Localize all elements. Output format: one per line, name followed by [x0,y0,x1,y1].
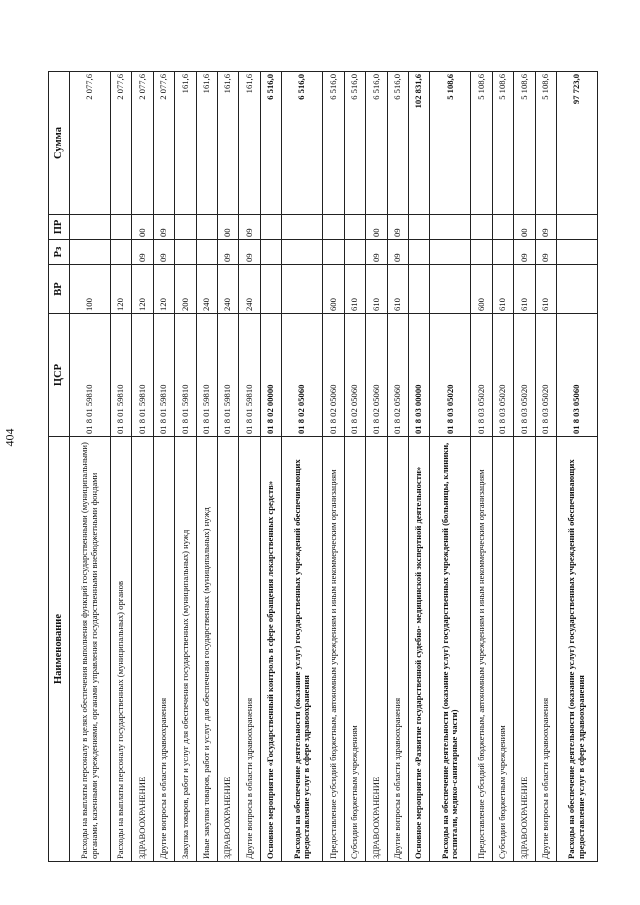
cell-vr: 610 [366,265,387,314]
cell-pr [557,215,598,240]
cell-name: ЗДРАВООХРАНЕНИЕ [218,437,239,862]
cell-pr [344,215,365,240]
cell-vr [408,265,429,314]
header-sum: Сумма [49,72,70,215]
cell-name: Другие вопросы в области здравоохранения [153,437,174,862]
table-row [70,72,111,862]
page-number-text: 404 [2,428,17,447]
budget-table [48,71,598,862]
cell-sum: 5 108,6 [535,72,556,215]
cell-pr [282,215,323,240]
cell-pr: 00 [514,215,535,240]
cell-name: Расходы на обеспечение деятельности (оказание услуг) государственных учреждений обеспечивающих предоставление услуг в сфере здравоохранения [282,437,323,862]
cell-vr: 240 [218,265,239,314]
cell-vr: 240 [196,265,217,314]
table-row [260,72,281,862]
table-row [535,72,556,862]
cell-vr: 120 [153,265,174,314]
cell-pr: 09 [387,215,408,240]
cell-vr: 610 [387,265,408,314]
cell-name: Предоставление субсидий бюджетным, автономным учреждениям и иным некоммерческим организациям [471,437,492,862]
cell-csr: 01 8 03 05020 [492,314,513,437]
table-row [323,72,344,862]
cell-rz [430,240,471,265]
cell-sum: 161,6 [196,72,217,215]
cell-sum: 6 516,0 [387,72,408,215]
cell-csr: 01 8 02 00000 [260,314,281,437]
cell-vr: 200 [175,265,196,314]
cell-rz: 09 [218,240,239,265]
cell-sum: 6 516,0 [260,72,281,215]
cell-rz: 09 [514,240,535,265]
cell-sum: 5 108,6 [471,72,492,215]
cell-sum: 97 723,0 [557,72,598,215]
cell-csr: 01 8 01 59810 [153,314,174,437]
cell-pr [260,215,281,240]
cell-rz [471,240,492,265]
cell-csr: 01 8 03 05020 [471,314,492,437]
table-row [492,72,513,862]
table-row [239,72,260,862]
cell-sum: 5 108,6 [514,72,535,215]
cell-pr: 00 [366,215,387,240]
cell-rz [492,240,513,265]
cell-sum: 161,6 [175,72,196,215]
cell-vr: 610 [344,265,365,314]
cell-rz: 09 [366,240,387,265]
cell-rz [70,240,111,265]
cell-csr: 01 8 02 05060 [366,314,387,437]
table-row [366,72,387,862]
cell-csr: 01 8 03 05020 [430,314,471,437]
table-header-row [49,72,70,862]
cell-name: Основное мероприятие «Государственный контроль в сфере обращения лекарственных средств» [260,437,281,862]
cell-sum: 102 831,6 [408,72,429,215]
cell-csr: 01 8 01 59810 [218,314,239,437]
cell-pr [430,215,471,240]
cell-csr: 01 8 01 59810 [110,314,131,437]
table-row [430,72,471,862]
table-row [153,72,174,862]
cell-pr: 00 [132,215,153,240]
cell-name: ЗДРАВООХРАНЕНИЕ [132,437,153,862]
cell-name: Расходы на обеспечение деятельности (оказание услуг) государственных учреждений (больницы, клиники, госпитали, медико-санитарные части) [430,437,471,862]
header-name: Наименование [49,437,70,862]
cell-name: Другие вопросы в области здравоохранения [387,437,408,862]
cell-rz [408,240,429,265]
cell-name: Другие вопросы в области здравоохранения [535,437,556,862]
cell-name: Субсидии бюджетным учреждениям [492,437,513,862]
table-row [514,72,535,862]
table-body [70,72,598,862]
cell-sum: 2 077,6 [70,72,111,215]
cell-pr [70,215,111,240]
cell-rz: 09 [153,240,174,265]
table-row [408,72,429,862]
table-row [557,72,598,862]
table-row [110,72,131,862]
cell-name: Иные закупки товаров, работ и услуг для обеспечения государственных (муниципальных) нужд [196,437,217,862]
cell-csr: 01 8 01 59810 [132,314,153,437]
cell-rz: 09 [239,240,260,265]
cell-rz: 09 [535,240,556,265]
cell-name: Субсидии бюджетным учреждениям [344,437,365,862]
page-number [0,428,20,446]
cell-name: Расходы на обеспечение деятельности (оказание услуг) государственных учреждений обеспечивающих предоставление услуг в сфере здравоохранения [557,437,598,862]
cell-csr: 01 8 03 05020 [514,314,535,437]
cell-csr: 01 8 03 05020 [535,314,556,437]
cell-vr [260,265,281,314]
cell-pr [471,215,492,240]
cell-vr [557,265,598,314]
cell-vr: 610 [514,265,535,314]
cell-sum: 161,6 [218,72,239,215]
cell-sum: 161,6 [239,72,260,215]
cell-rz [260,240,281,265]
cell-name: Расходы на выплаты персоналу в целях обеспечения выполнения функций государственными (муниципальными) органами, казенными учреждениями, органами управления государственными внебюджетными фондами [70,437,111,862]
cell-sum: 6 516,0 [282,72,323,215]
header-vr: ВР [49,265,70,314]
cell-sum: 6 516,0 [323,72,344,215]
cell-csr: 01 8 01 59810 [196,314,217,437]
cell-name: ЗДРАВООХРАНЕНИЕ [514,437,535,862]
cell-pr [408,215,429,240]
cell-name: ЗДРАВООХРАНЕНИЕ [366,437,387,862]
cell-pr: 00 [218,215,239,240]
cell-pr: 09 [535,215,556,240]
cell-vr: 100 [70,265,111,314]
cell-rz [282,240,323,265]
cell-sum: 6 516,0 [344,72,365,215]
cell-csr: 01 8 01 59810 [175,314,196,437]
cell-vr: 610 [492,265,513,314]
cell-pr [323,215,344,240]
cell-csr: 01 8 02 05060 [387,314,408,437]
cell-name: Основное мероприятие «Развитие государственной судебно- медицинской экспертной деятельности» [408,437,429,862]
cell-csr: 01 8 01 59810 [70,314,111,437]
cell-name: Расходы на выплаты персоналу государственных (муниципальных) органов [110,437,131,862]
cell-vr [282,265,323,314]
cell-vr: 600 [323,265,344,314]
cell-csr: 01 8 03 05060 [557,314,598,437]
cell-rz [344,240,365,265]
cell-rz: 09 [387,240,408,265]
cell-rz: 09 [132,240,153,265]
rotated-table-container [48,72,598,862]
cell-pr [110,215,131,240]
cell-sum: 5 108,6 [430,72,471,215]
cell-pr [175,215,196,240]
cell-csr: 01 8 03 00000 [408,314,429,437]
cell-vr [430,265,471,314]
cell-vr: 610 [535,265,556,314]
table-row [282,72,323,862]
cell-rz [175,240,196,265]
cell-rz [557,240,598,265]
header-rz: Рз [49,240,70,265]
table-row [175,72,196,862]
cell-pr: 09 [239,215,260,240]
cell-vr: 600 [471,265,492,314]
cell-sum: 2 077,6 [110,72,131,215]
table-row [387,72,408,862]
cell-pr [492,215,513,240]
header-csr: ЦСР [49,314,70,437]
cell-rz [196,240,217,265]
table-row [344,72,365,862]
table-row [218,72,239,862]
cell-pr [196,215,217,240]
cell-csr: 01 8 01 59810 [239,314,260,437]
table-row [132,72,153,862]
cell-sum: 2 077,6 [132,72,153,215]
cell-sum: 2 077,6 [153,72,174,215]
cell-name: Другие вопросы в области здравоохранения [239,437,260,862]
cell-sum: 6 516,0 [366,72,387,215]
cell-csr: 01 8 02 05060 [323,314,344,437]
cell-csr: 01 8 02 05060 [282,314,323,437]
cell-name: Предоставление субсидий бюджетным, автономным учреждениям и иным некоммерческим организациям [323,437,344,862]
cell-sum: 5 108,6 [492,72,513,215]
cell-vr: 120 [132,265,153,314]
cell-rz [110,240,131,265]
header-pr: ПР [49,215,70,240]
table-row [196,72,217,862]
cell-csr: 01 8 02 05060 [344,314,365,437]
cell-vr: 240 [239,265,260,314]
cell-rz [323,240,344,265]
table-row [471,72,492,862]
cell-pr: 09 [153,215,174,240]
cell-name: Закупка товаров, работ и услуг для обеспечения государственных (муниципальных) нужд [175,437,196,862]
cell-vr: 120 [110,265,131,314]
